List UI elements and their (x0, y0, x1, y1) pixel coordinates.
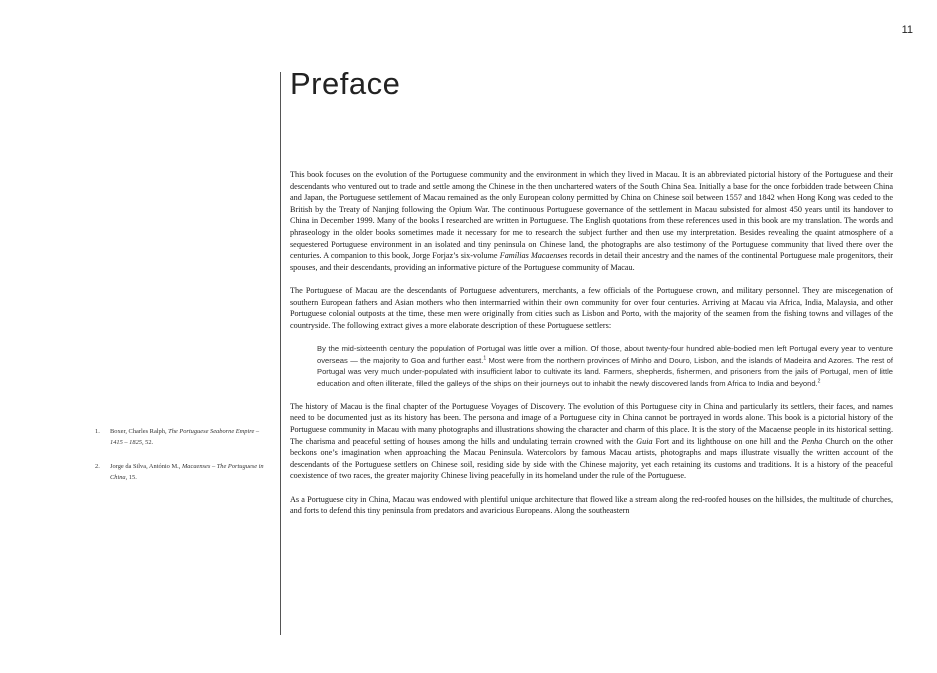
italic-text: The Portuguese Seaborne Empire – 1415 – 1825 (110, 428, 260, 447)
text-segment: As a Portuguese city in China, Macau was endowed with plentiful unique architecture that flowed like a stream along the red-roofed houses on the hillsides, the multitude of churches, and forts to defend this tiny peninsula from predators and avaricious Europeans. Along the southeastern (290, 494, 893, 516)
paragraph (290, 401, 893, 482)
text-segment: By the mid-sixteenth century the population of Portugal was little over a million. Of those, about twenty-four hundred able-bodied men left Portugal every year to venture overseas — the majority to Goa and further east. (317, 343, 893, 365)
footnote-ref: 1 (483, 354, 487, 361)
block-quote (317, 343, 893, 389)
footnote (95, 461, 265, 484)
page-number: 11 (901, 24, 913, 36)
text-segment: Fort and its lighthouse on one hill and the (652, 436, 802, 446)
text-segment: Church on the other beckons one’s imagination when approaching the Macau Peninsula. Watercolors by famous Macau artists, photographs and maps illustrate visually the written account of the descendants of the Portuguese settlers on Chinese soil, residing side by side with the Chinese majority, yet each retaining its customs and traditions. It is a history of the peaceful coexistence of two races, the greater majority Chinese living peacefully in its homeland under the rule of the Portuguese. (290, 436, 893, 481)
footnote (95, 426, 265, 449)
text-segment: Boxer, Charles Ralph, (110, 428, 169, 435)
footnote-text (110, 461, 265, 484)
text-segment: , 52. (141, 439, 154, 447)
footnote-number: 2. (95, 462, 100, 470)
text-segment: The Portuguese of Macau are the descendants of Portuguese adventurers, merchants, a few officials of the Portuguese crown, and military personnel. They are miscegenation of southern European fathers and Asian mothers who then intermarried within their own community for over four centuries. Arriving at Macau via Africa, India, Malaysia, and other Portuguese colonial outposts at the time, these men were originally from cities such as Lisbon and Porto, with the majority of the seamen from the fishing towns and villages of the countryside. The following extract gives a more elaborate description of these Portuguese settlers: (290, 285, 893, 330)
page-title: Preface (290, 66, 401, 101)
text-segment: records in detail their ancestry and the names of the continental Portuguese male progenitors, their spouses, and their descendants, providing an informative picture of the Portuguese community of Macau. (290, 251, 893, 272)
footnote-text (110, 426, 265, 449)
text-segment: Jorge da Silva, António M., (110, 462, 182, 470)
paragraph (290, 285, 893, 331)
text-segment: , 15. (125, 474, 137, 482)
italic-text: Guia (636, 436, 653, 446)
footnote-number: 1. (95, 428, 100, 435)
text-segment: Most were from the northern provinces of Minho and Douro, Lisbon, and the islands of Madeira and Azores. The rest of Portugal was very much under-populated with insufficient labor to cultivate its land. Farmers, shepherds, fishermen, and prisoners from the jails of Portugal, men of little education and often illiterate, filled the galleys of the ships on their journeys out to inhabit the newly discovered lands from Africa to India and beyond. (317, 355, 893, 388)
paragraph (290, 494, 893, 517)
text-segment: The history of Macau is the final chapter of the Portuguese Voyages of Discovery. The evolution of this Portuguese city in China and particularly its settlers, their faces, and names need to be documented just as its history has been. The persona and image of a Portuguese city in China cannot be portrayed in words alone. This book is a pictorial history of the Portuguese community in Macau with many photographs and illustrations showing the character and charm of this place. It is the story of the Macaense people in its historical setting. The charisma and peaceful setting of houses among the hills and undulating terrain crowned with the (290, 401, 893, 446)
vertical-divider (280, 72, 281, 635)
italic-text: Famílias Macaenses (499, 251, 568, 261)
italic-text: Macaenses – The Portuguese in China (110, 462, 264, 482)
footnote-ref: 2 (817, 378, 821, 385)
text-segment: This book focuses on the evolution of the Portuguese community and the environment in which they lived in Macau. It is an abbreviated pictorial history of the Portuguese and their descendants who ventured out to trade and settle among the Chinese in the then unchartered waters of the South China Sea. Initially a base for the once forbidden trade between China and Japan, the Portuguese settlement of Macau remained as the only European colony permitted by China on Chinese soil between 1557 and 1842 when Hong Kong was ceded to the British by the Treaty of Nanjing following the Opium War. The continuous Portuguese governance of the settlement in Macau subsisted for almost 450 years until its handover to China in December 1999. Many of the books I researched are written in Portuguese. The English quotations from these references used in this book are my translation. The words and phraseology in the older books sometimes made it necessary for me to research the subject further and then use my interpretation. Besides revealing the quaint atmosphere of a sequestered Portuguese environment in an isolated and tiny peninsula on Chinese land, the photographs are also testimony of the Portuguese community that lived there over the centuries. A companion to this book, Jorge Forjaz’s six-volume (290, 170, 893, 261)
body-text (290, 169, 893, 528)
footnotes (95, 426, 265, 496)
italic-text: Penha (801, 436, 823, 446)
paragraph (290, 169, 893, 273)
